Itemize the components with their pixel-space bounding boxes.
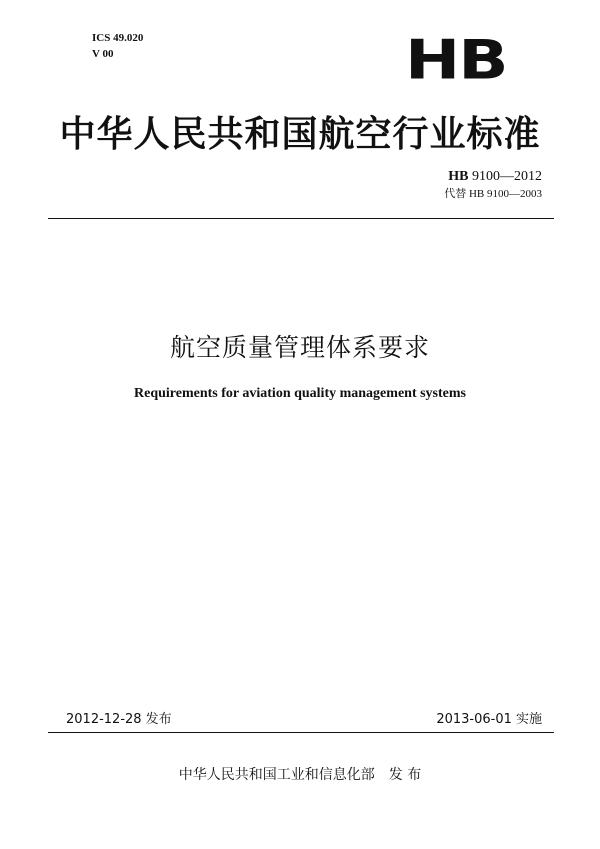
bottom-divider (48, 732, 554, 733)
ics-code: ICS 49.020 (92, 32, 144, 44)
issuer-verb: 发 布 (388, 767, 422, 783)
ccs-code: V 00 (92, 48, 114, 60)
implementation-date: 2013-06-01 实施 (436, 712, 542, 727)
issuer-name: 中华人民共和国工业和信息化部 (178, 767, 375, 783)
document-title-chinese: 航空质量管理体系要求 (169, 333, 430, 362)
standard-number (448, 168, 542, 186)
issue-date: 2012-12-28 发布 (66, 712, 172, 727)
document-title-english: Requirements for aviation quality management systems (134, 386, 466, 401)
standard-prefix: HB (448, 169, 469, 184)
hb-logo: HB (405, 28, 507, 92)
top-divider (48, 218, 554, 219)
replaces-note: 代替 HB 9100—2003 (444, 188, 542, 200)
page-title: 中华人民共和国航空行业标准 (59, 114, 541, 155)
issuing-authority (0, 765, 600, 785)
standard-number-value: 9100—2012 (472, 169, 542, 184)
